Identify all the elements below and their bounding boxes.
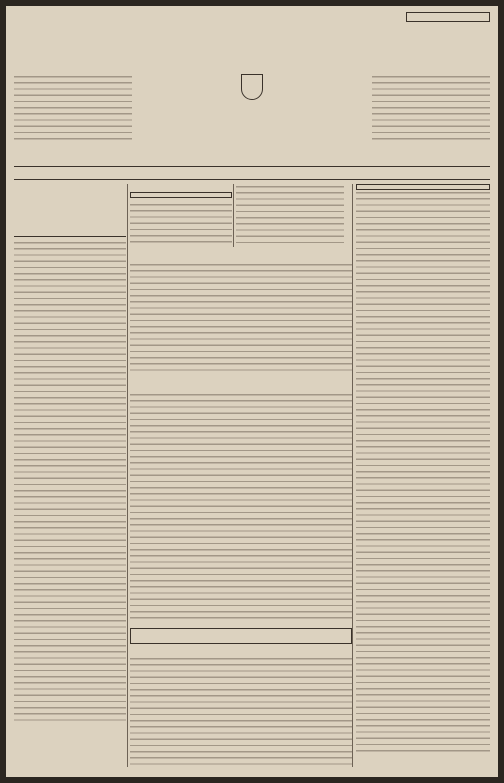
column-1: [14, 184, 126, 767]
article-body: [356, 192, 490, 752]
news-flash-body: [130, 658, 352, 768]
column-rule: [352, 184, 353, 767]
column-2-top: [130, 184, 232, 247]
newspaper-page: [6, 6, 498, 777]
masthead-imprint-left: [14, 76, 132, 140]
column-rule: [233, 184, 234, 247]
masthead-imprint-right: [372, 76, 490, 140]
coat-of-arms-icon: [241, 74, 263, 100]
box-headline: [130, 192, 232, 198]
box-headline: [356, 184, 490, 190]
article-heading: [14, 236, 126, 240]
news-flash-heading: [130, 628, 352, 644]
box-text: [130, 204, 232, 247]
article-body: [14, 242, 126, 722]
column-rule: [127, 184, 128, 767]
mid-articles: [130, 264, 352, 374]
column-3-top: [236, 184, 344, 247]
price-box: [406, 12, 490, 22]
column-4: [356, 184, 490, 767]
newspaper-title: [14, 26, 490, 70]
mid-body: [130, 394, 352, 620]
masthead-tagline: [14, 144, 490, 156]
date-bar: [14, 166, 490, 180]
masthead-center: [140, 74, 364, 140]
lead-body: [236, 186, 344, 247]
